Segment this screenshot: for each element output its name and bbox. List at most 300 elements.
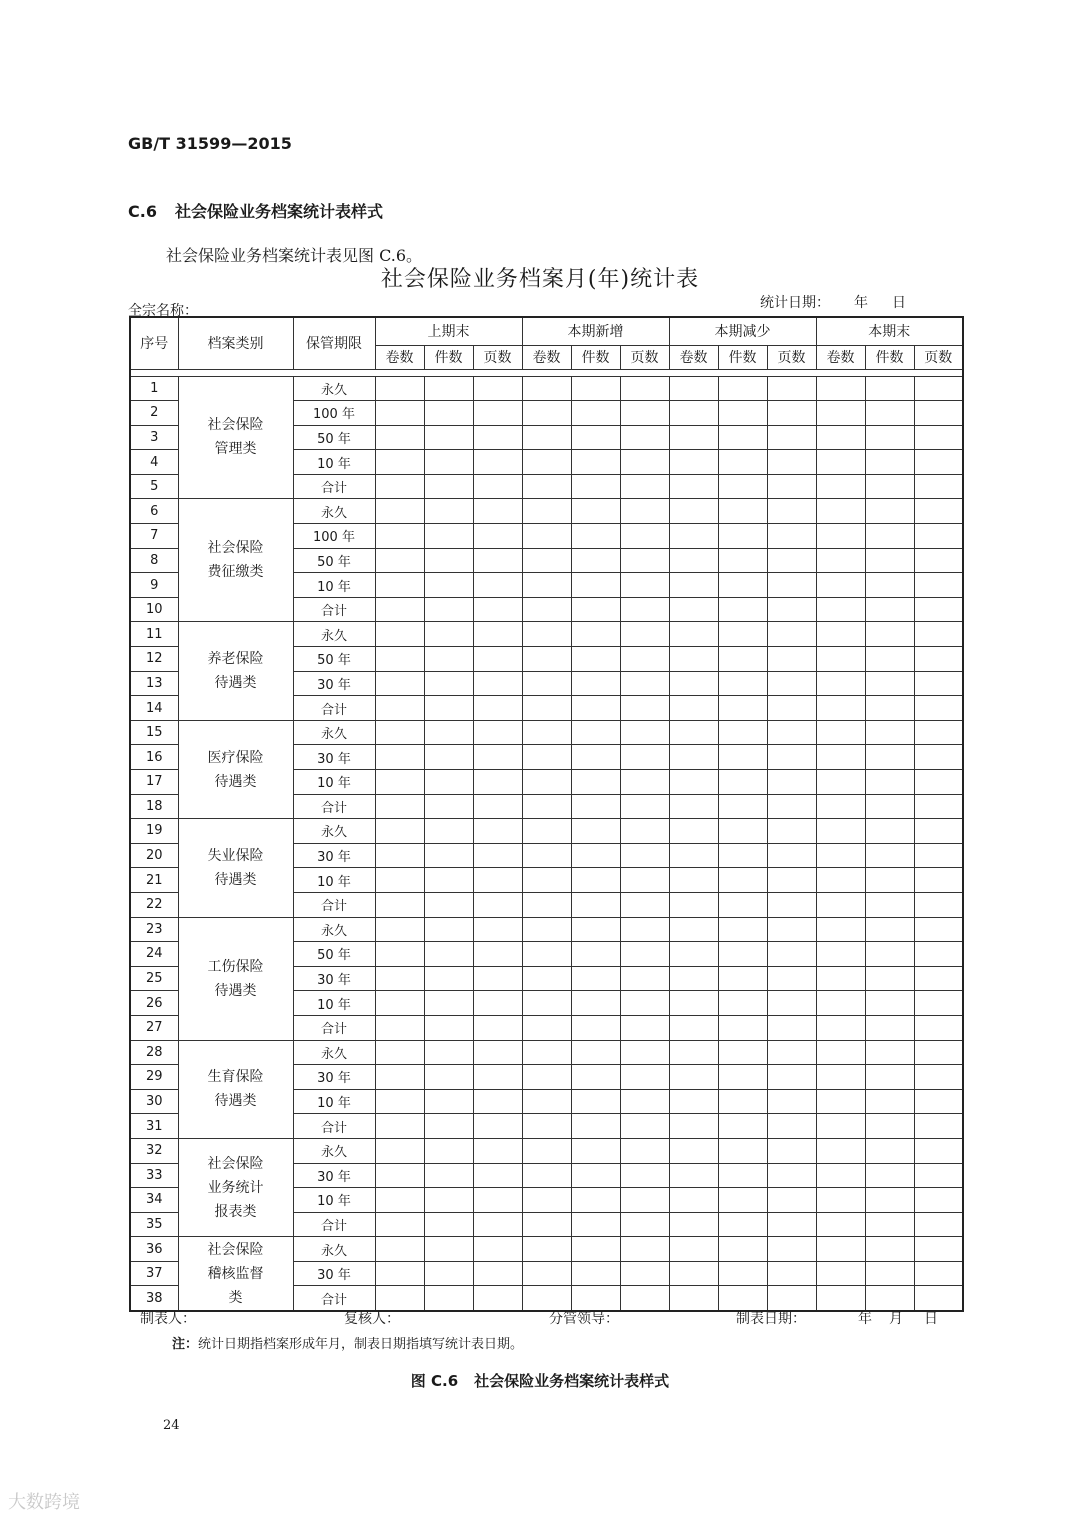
header-volumes: 卷数 — [816, 345, 865, 369]
data-cell — [816, 942, 865, 967]
make-date-month: 月 — [889, 1311, 903, 1327]
data-cell — [424, 1188, 473, 1213]
data-cell — [669, 1089, 718, 1114]
data-cell — [767, 1040, 816, 1065]
row-number: 13 — [130, 671, 178, 696]
header-pages: 页数 — [767, 345, 816, 369]
retention-period: 30 年 — [293, 1261, 375, 1286]
data-cell — [669, 917, 718, 942]
row-number: 34 — [130, 1188, 178, 1213]
row-number: 1 — [130, 376, 178, 401]
header-items: 件数 — [718, 345, 767, 369]
category-line: 业务统计 — [207, 1179, 264, 1196]
data-cell — [865, 1188, 914, 1213]
data-cell — [865, 597, 914, 622]
data-cell — [424, 1114, 473, 1139]
data-cell — [620, 622, 669, 647]
data-cell — [424, 917, 473, 942]
data-cell — [816, 597, 865, 622]
row-number: 38 — [130, 1286, 178, 1311]
data-cell — [375, 868, 424, 893]
data-cell — [375, 376, 424, 401]
data-cell — [767, 991, 816, 1016]
data-cell — [669, 696, 718, 721]
data-cell — [375, 671, 424, 696]
data-cell — [620, 376, 669, 401]
data-cell — [914, 1237, 963, 1262]
data-cell — [914, 1261, 963, 1286]
retention-period: 永久 — [293, 720, 375, 745]
data-cell — [914, 1286, 963, 1311]
data-cell — [424, 991, 473, 1016]
data-cell — [816, 1237, 865, 1262]
data-cell — [620, 1065, 669, 1090]
data-cell — [473, 1015, 522, 1040]
data-cell — [816, 1138, 865, 1163]
data-cell — [669, 1237, 718, 1262]
data-cell — [865, 696, 914, 721]
retention-period: 永久 — [293, 1040, 375, 1065]
data-cell — [718, 474, 767, 499]
category-line: 生育保险 — [207, 1069, 264, 1086]
data-cell — [914, 548, 963, 573]
data-cell — [473, 843, 522, 868]
data-cell — [669, 376, 718, 401]
data-cell — [865, 1237, 914, 1262]
data-cell — [767, 647, 816, 672]
data-cell — [620, 868, 669, 893]
data-cell — [571, 696, 620, 721]
retention-period: 合计 — [293, 1015, 375, 1040]
data-cell — [522, 770, 571, 795]
row-number: 12 — [130, 647, 178, 672]
data-cell — [914, 499, 963, 524]
data-cell — [522, 450, 571, 475]
data-cell — [375, 1065, 424, 1090]
retention-period: 合计 — [293, 1286, 375, 1311]
data-cell — [424, 1212, 473, 1237]
data-cell — [718, 1040, 767, 1065]
data-cell — [718, 966, 767, 991]
category-line: 待遇类 — [214, 982, 257, 999]
note-text: 统计日期指档案形成年月，制表日期指填写统计表日期。 — [198, 1337, 524, 1352]
data-cell — [816, 1212, 865, 1237]
data-cell — [718, 647, 767, 672]
data-cell — [473, 474, 522, 499]
data-cell — [571, 474, 620, 499]
data-cell — [522, 819, 571, 844]
data-cell — [571, 1065, 620, 1090]
data-cell — [718, 1212, 767, 1237]
data-cell — [816, 843, 865, 868]
data-cell — [473, 548, 522, 573]
data-cell — [816, 450, 865, 475]
maker-label: 制表人： — [140, 1311, 196, 1327]
data-cell — [522, 647, 571, 672]
data-cell — [718, 794, 767, 819]
data-cell — [522, 622, 571, 647]
data-cell — [424, 499, 473, 524]
data-cell — [620, 794, 669, 819]
data-cell — [473, 770, 522, 795]
row-number: 32 — [130, 1138, 178, 1163]
data-cell — [865, 425, 914, 450]
row-number: 21 — [130, 868, 178, 893]
data-cell — [669, 499, 718, 524]
data-cell — [816, 376, 865, 401]
make-date-year: 年 — [858, 1311, 872, 1327]
data-cell — [767, 597, 816, 622]
data-cell — [767, 376, 816, 401]
data-cell — [375, 474, 424, 499]
data-cell — [718, 1138, 767, 1163]
data-cell — [375, 770, 424, 795]
category-line: 社会保险 — [207, 1241, 264, 1258]
data-cell — [375, 917, 424, 942]
retention-period: 10 年 — [293, 770, 375, 795]
retention-period: 永久 — [293, 376, 375, 401]
data-cell — [669, 401, 718, 426]
data-cell — [473, 597, 522, 622]
data-cell — [718, 720, 767, 745]
data-cell — [816, 966, 865, 991]
retention-period: 100 年 — [293, 524, 375, 549]
data-cell — [767, 499, 816, 524]
data-cell — [473, 942, 522, 967]
retention-period: 永久 — [293, 622, 375, 647]
data-cell — [375, 647, 424, 672]
data-cell — [914, 1089, 963, 1114]
retention-period: 合计 — [293, 1212, 375, 1237]
data-cell — [767, 917, 816, 942]
data-cell — [522, 1065, 571, 1090]
data-cell — [767, 794, 816, 819]
data-cell — [375, 966, 424, 991]
data-cell — [718, 671, 767, 696]
table-row — [130, 1138, 963, 1163]
data-cell — [718, 991, 767, 1016]
data-cell — [571, 425, 620, 450]
data-cell — [816, 1015, 865, 1040]
data-cell — [914, 622, 963, 647]
data-cell — [473, 450, 522, 475]
data-cell — [865, 450, 914, 475]
data-cell — [718, 1237, 767, 1262]
retention-period: 永久 — [293, 1237, 375, 1262]
data-cell — [571, 1114, 620, 1139]
data-cell — [424, 770, 473, 795]
data-cell — [669, 1040, 718, 1065]
data-cell — [669, 474, 718, 499]
data-cell — [375, 1138, 424, 1163]
data-cell — [424, 1237, 473, 1262]
data-cell — [571, 376, 620, 401]
data-cell — [718, 597, 767, 622]
data-cell — [620, 917, 669, 942]
data-cell — [718, 524, 767, 549]
data-cell — [375, 942, 424, 967]
data-cell — [473, 622, 522, 647]
data-cell — [375, 401, 424, 426]
data-cell — [767, 1237, 816, 1262]
data-cell — [473, 1138, 522, 1163]
data-cell — [571, 770, 620, 795]
header-volumes: 卷数 — [522, 345, 571, 369]
data-cell — [473, 868, 522, 893]
data-cell — [473, 819, 522, 844]
data-cell — [473, 425, 522, 450]
section-title: 社会保险业务档案统计表样式 — [174, 202, 383, 221]
data-cell — [865, 622, 914, 647]
retention-period: 50 年 — [293, 647, 375, 672]
data-cell — [375, 524, 424, 549]
data-cell — [620, 524, 669, 549]
data-cell — [571, 1237, 620, 1262]
table-row — [130, 622, 963, 647]
row-number: 30 — [130, 1089, 178, 1114]
data-cell — [718, 376, 767, 401]
data-cell — [375, 843, 424, 868]
data-cell — [571, 647, 620, 672]
data-cell — [816, 1261, 865, 1286]
data-cell — [865, 474, 914, 499]
data-cell — [669, 597, 718, 622]
row-number: 37 — [130, 1261, 178, 1286]
data-cell — [473, 1114, 522, 1139]
data-cell — [424, 868, 473, 893]
category-line: 稽核监督 — [207, 1265, 264, 1282]
data-cell — [424, 450, 473, 475]
data-cell — [767, 1261, 816, 1286]
data-cell — [767, 524, 816, 549]
data-cell — [522, 376, 571, 401]
row-number: 8 — [130, 548, 178, 573]
header-group: 本期新增 — [522, 317, 669, 345]
data-cell — [914, 425, 963, 450]
leader-label: 分管领导： — [549, 1311, 619, 1327]
data-cell — [571, 1040, 620, 1065]
header-spacer — [130, 369, 963, 376]
data-cell — [522, 843, 571, 868]
data-cell — [522, 1015, 571, 1040]
category-line: 类 — [228, 1289, 243, 1306]
row-number: 25 — [130, 966, 178, 991]
data-cell — [424, 1065, 473, 1090]
data-cell — [375, 1261, 424, 1286]
data-cell — [669, 794, 718, 819]
table-row — [130, 720, 963, 745]
row-number: 4 — [130, 450, 178, 475]
retention-period: 30 年 — [293, 1163, 375, 1188]
data-cell — [669, 1065, 718, 1090]
data-cell — [522, 720, 571, 745]
data-cell — [914, 892, 963, 917]
category-line: 医疗保险 — [207, 749, 264, 766]
data-cell — [522, 573, 571, 598]
data-cell — [914, 720, 963, 745]
data-cell — [473, 1261, 522, 1286]
retention-period: 10 年 — [293, 991, 375, 1016]
data-cell — [865, 1089, 914, 1114]
category-line: 社会保险 — [207, 417, 264, 434]
data-cell — [375, 1237, 424, 1262]
data-cell — [424, 597, 473, 622]
page-number: 24 — [163, 1418, 180, 1433]
data-cell — [473, 376, 522, 401]
data-cell — [914, 401, 963, 426]
data-cell — [571, 573, 620, 598]
data-cell — [522, 1138, 571, 1163]
row-number: 24 — [130, 942, 178, 967]
data-cell — [522, 917, 571, 942]
data-cell — [473, 917, 522, 942]
data-cell — [914, 1065, 963, 1090]
data-cell — [424, 1089, 473, 1114]
data-cell — [424, 696, 473, 721]
retention-period: 10 年 — [293, 1188, 375, 1213]
data-cell — [865, 1212, 914, 1237]
data-cell — [767, 819, 816, 844]
data-cell — [914, 573, 963, 598]
data-cell — [571, 524, 620, 549]
retention-period: 永久 — [293, 819, 375, 844]
data-cell — [669, 966, 718, 991]
retention-period: 30 年 — [293, 966, 375, 991]
row-number: 29 — [130, 1065, 178, 1090]
retention-period: 永久 — [293, 917, 375, 942]
section-number: C.6 — [128, 202, 157, 221]
data-cell — [816, 401, 865, 426]
retention-period: 100 年 — [293, 401, 375, 426]
stat-date-label: 统计日期： — [760, 295, 830, 311]
data-cell — [816, 573, 865, 598]
data-cell — [473, 671, 522, 696]
data-cell — [669, 868, 718, 893]
data-cell — [620, 1286, 669, 1311]
data-cell — [865, 1040, 914, 1065]
header-group: 本期末 — [816, 317, 963, 345]
fonds-name-label: 全宗名称： — [128, 303, 198, 319]
data-cell — [669, 892, 718, 917]
data-cell — [718, 1114, 767, 1139]
data-cell — [375, 597, 424, 622]
data-cell — [620, 745, 669, 770]
data-cell — [914, 1212, 963, 1237]
stat-date-year: 年 — [854, 295, 868, 311]
data-cell — [571, 991, 620, 1016]
data-cell — [718, 770, 767, 795]
data-cell — [620, 401, 669, 426]
data-cell — [522, 1040, 571, 1065]
data-cell — [865, 1114, 914, 1139]
data-cell — [473, 745, 522, 770]
make-date-label: 制表日期： — [736, 1311, 806, 1327]
table-note — [172, 1333, 523, 1352]
data-cell — [571, 868, 620, 893]
category-line: 报表类 — [214, 1203, 257, 1220]
data-cell — [620, 843, 669, 868]
data-cell — [816, 524, 865, 549]
header-category: 档案类别 — [178, 317, 293, 369]
data-cell — [522, 1163, 571, 1188]
data-cell — [718, 548, 767, 573]
header-items: 件数 — [424, 345, 473, 369]
data-cell — [865, 647, 914, 672]
table-header — [130, 317, 963, 376]
header-seq: 序号 — [130, 317, 178, 369]
retention-period: 10 年 — [293, 450, 375, 475]
data-cell — [522, 1212, 571, 1237]
data-cell — [816, 1040, 865, 1065]
retention-period: 50 年 — [293, 942, 375, 967]
row-number: 16 — [130, 745, 178, 770]
section-heading — [128, 199, 383, 222]
data-cell — [865, 892, 914, 917]
data-cell — [424, 425, 473, 450]
data-cell — [375, 1188, 424, 1213]
data-cell — [571, 1261, 620, 1286]
data-cell — [914, 868, 963, 893]
data-cell — [767, 1065, 816, 1090]
row-number: 9 — [130, 573, 178, 598]
data-cell — [914, 1163, 963, 1188]
data-cell — [620, 942, 669, 967]
data-cell — [424, 573, 473, 598]
data-cell — [718, 450, 767, 475]
data-cell — [865, 548, 914, 573]
data-cell — [816, 1089, 865, 1114]
retention-period: 合计 — [293, 474, 375, 499]
data-cell — [424, 376, 473, 401]
data-cell — [718, 1163, 767, 1188]
data-cell — [669, 745, 718, 770]
data-cell — [424, 1286, 473, 1311]
data-cell — [375, 794, 424, 819]
data-cell — [620, 1237, 669, 1262]
data-cell — [424, 622, 473, 647]
data-cell — [424, 1261, 473, 1286]
data-cell — [816, 474, 865, 499]
reviewer-label: 复核人： — [344, 1311, 400, 1327]
data-cell — [375, 720, 424, 745]
data-cell — [375, 1163, 424, 1188]
retention-period: 10 年 — [293, 868, 375, 893]
data-cell — [571, 1089, 620, 1114]
data-cell — [424, 474, 473, 499]
data-cell — [473, 1040, 522, 1065]
data-cell — [522, 868, 571, 893]
data-cell — [620, 1212, 669, 1237]
data-cell — [424, 942, 473, 967]
table-body — [130, 376, 963, 1311]
data-cell — [865, 720, 914, 745]
header-group: 上期末 — [375, 317, 522, 345]
data-cell — [865, 745, 914, 770]
data-cell — [522, 1261, 571, 1286]
row-number: 33 — [130, 1163, 178, 1188]
data-cell — [914, 597, 963, 622]
data-cell — [669, 770, 718, 795]
data-cell — [522, 991, 571, 1016]
row-number: 35 — [130, 1212, 178, 1237]
row-number: 7 — [130, 524, 178, 549]
header-items: 件数 — [865, 345, 914, 369]
row-number: 14 — [130, 696, 178, 721]
data-cell — [571, 1138, 620, 1163]
data-cell — [669, 1114, 718, 1139]
data-cell — [816, 647, 865, 672]
row-number: 36 — [130, 1237, 178, 1262]
